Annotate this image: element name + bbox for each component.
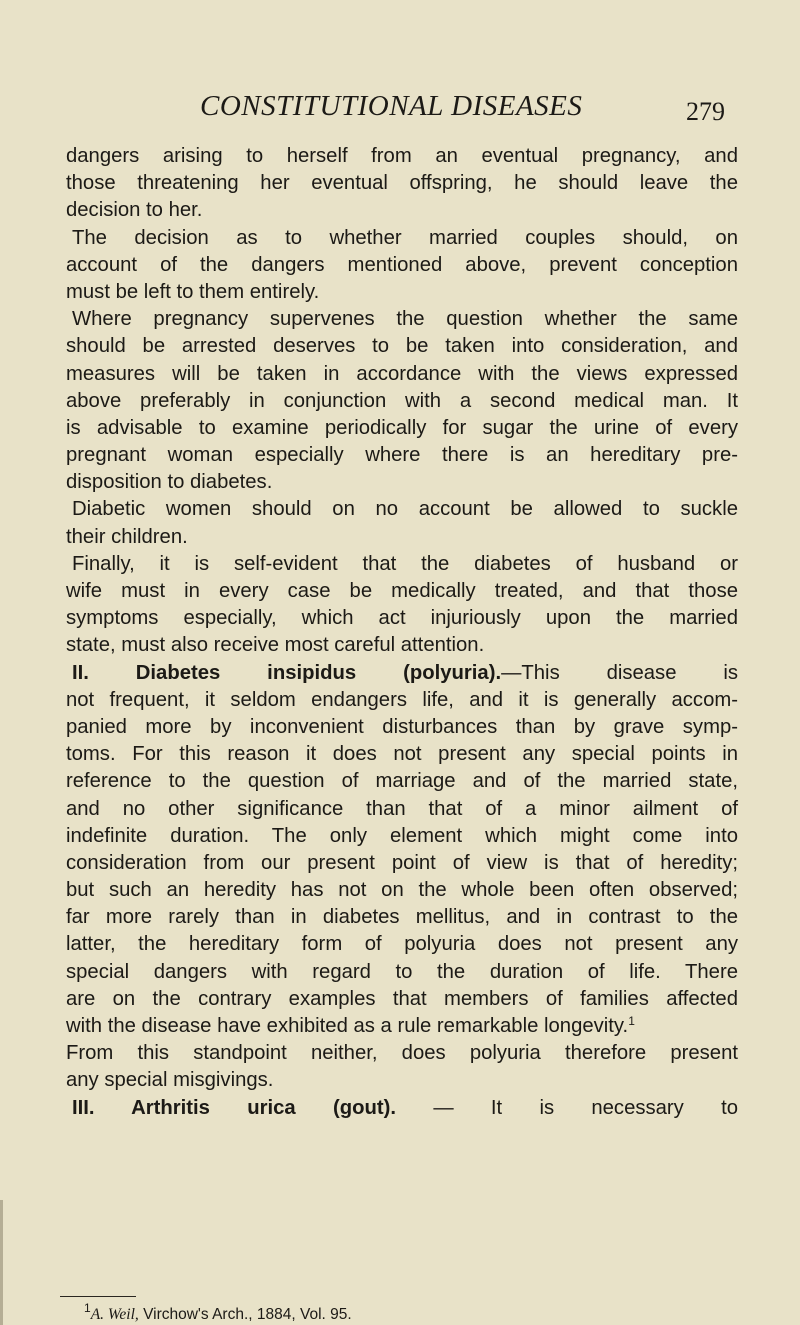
text-line: measures will be taken in accordance with the views expressed bbox=[66, 362, 738, 385]
text-line: consideration from our present point of view is that of heredity; bbox=[66, 851, 738, 874]
footnote bbox=[84, 1301, 352, 1324]
text-line: toms. For this reason it does not present any special points in bbox=[66, 743, 738, 766]
text-line-segment: with the disease have exhibited as a rule remarkable longevity. bbox=[66, 1015, 629, 1037]
text-line: are on the contrary examples that members of families affected bbox=[66, 987, 738, 1010]
footnote-marker: 1 bbox=[84, 1301, 91, 1315]
footnote-reference: 1 bbox=[628, 1014, 635, 1028]
section-heading-diabetes-insipidus: II. Diabetes insipidus (polyuria). bbox=[72, 661, 502, 684]
text-line: pregnant woman especially where there is an hereditary pre- bbox=[66, 444, 738, 467]
text-line: Finally, it is self-evident that the diabetes of husband or bbox=[72, 552, 738, 575]
text-line: special dangers with regard to the duration of life. There bbox=[66, 960, 738, 983]
text-line: latter, the hereditary form of polyuria does not present any bbox=[66, 933, 738, 956]
text-line: Diabetic women should on no account be allowed to suckle bbox=[72, 498, 738, 521]
text-line bbox=[66, 1095, 738, 1122]
text-line: From this standpoint neither, does polyuria therefore present bbox=[66, 1042, 738, 1065]
text-line-segment: — It is necessary to bbox=[433, 1096, 738, 1119]
text-line: account of the dangers mentioned above, prevent conception bbox=[66, 253, 738, 276]
text-line: above preferably in conjunction with a second medical man. It bbox=[66, 389, 738, 412]
text-line: should be arrested deserves to be taken into consideration, and bbox=[66, 335, 738, 358]
text-line bbox=[66, 660, 738, 687]
text-line: but such an heredity has not on the whole been often observed; bbox=[66, 879, 738, 902]
text-line: is advisable to examine periodically for sugar the urine of every bbox=[66, 416, 738, 439]
footnote-citation: Virchow's Arch., 1884, Vol. 95. bbox=[138, 1306, 352, 1323]
text-line: those threatening her eventual offspring, he should leave the bbox=[66, 172, 738, 195]
text-line: their children. bbox=[66, 525, 188, 548]
page-edge-shadow bbox=[0, 1200, 3, 1325]
text-line bbox=[66, 1013, 738, 1040]
text-line: panied more by inconvenient disturbances than by grave symp- bbox=[66, 715, 738, 738]
page-number: 279 bbox=[686, 97, 725, 126]
text-line: and no other significance than that of a minor ailment of bbox=[66, 797, 738, 820]
section-heading-arthritis-urica: III. Arthritis urica (gout). bbox=[72, 1096, 397, 1119]
text-line: must be left to them entirely. bbox=[66, 280, 320, 303]
text-line: disposition to diabetes. bbox=[66, 471, 273, 494]
text-line: Where pregnancy supervenes the question whether the same bbox=[72, 308, 738, 331]
text-line: The decision as to whether married couples should, on bbox=[72, 226, 738, 249]
text-line: not frequent, it seldom endangers life, and it is generally accom- bbox=[66, 688, 738, 711]
footnote-rule bbox=[60, 1296, 136, 1297]
text-line: any special misgivings. bbox=[66, 1069, 274, 1092]
text-line: wife must in every case be medically treated, and that those bbox=[66, 580, 738, 602]
text-line: decision to her. bbox=[66, 199, 203, 222]
text-line-segment: —This disease is bbox=[501, 661, 738, 684]
footnote-author: A. Weil, bbox=[90, 1306, 139, 1323]
page-header bbox=[0, 90, 800, 130]
text-line: dangers arising to herself from an eventual pregnancy, and bbox=[66, 145, 738, 167]
body-text bbox=[66, 143, 738, 1122]
text-line: symptoms especially, which act injuriously upon the married bbox=[66, 607, 738, 630]
text-line: state, must also receive most careful attention. bbox=[66, 634, 485, 657]
text-line: indefinite duration. The only element which might come into bbox=[66, 824, 738, 847]
text-line: far more rarely than in diabetes mellitus, and in contrast to the bbox=[66, 906, 738, 929]
text-line: reference to the question of marriage and of the married state, bbox=[66, 770, 738, 793]
running-title: CONSTITUTIONAL DISEASES bbox=[200, 90, 583, 122]
